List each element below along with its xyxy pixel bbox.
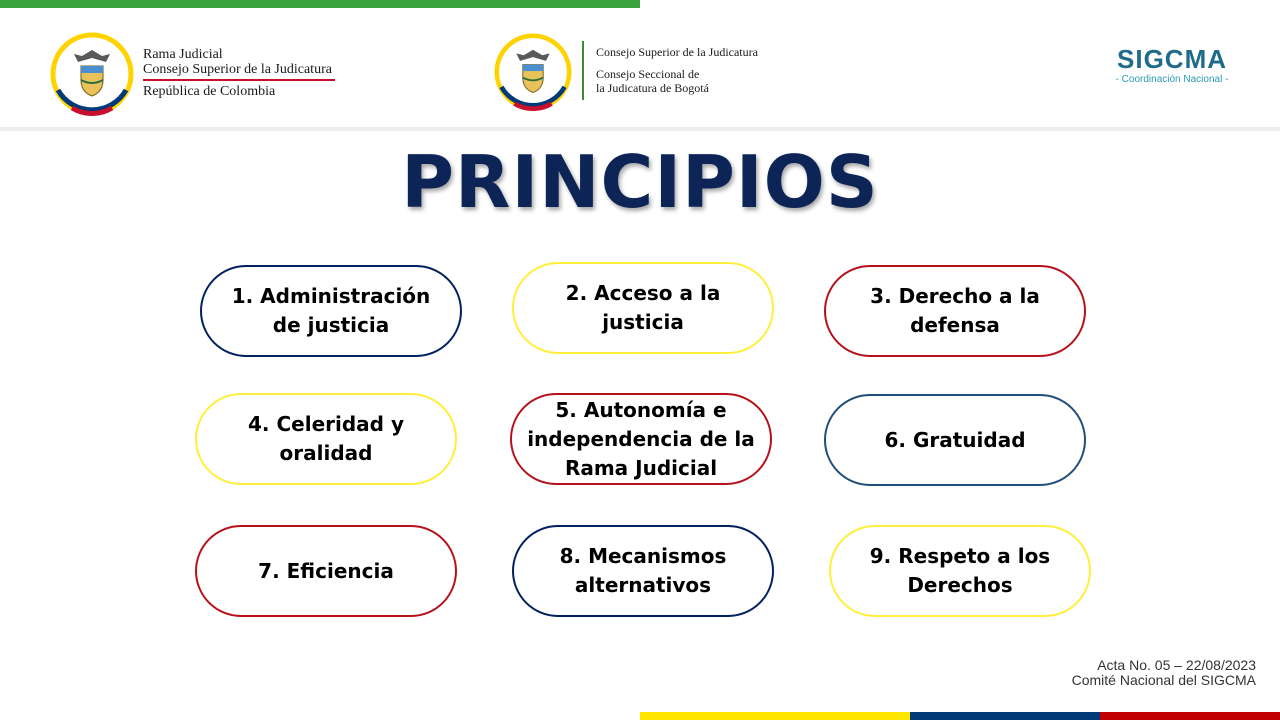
sigcma-logo xyxy=(1106,44,1238,86)
sigcma-brand: SIGCMA xyxy=(1117,44,1227,74)
principle-pill xyxy=(512,262,774,354)
principle-pill xyxy=(195,393,457,485)
rama-judicial-seal-icon xyxy=(50,32,134,116)
principle-label: 7. Eficiencia xyxy=(258,558,394,583)
logo-center-line-2: Consejo Seccional de xyxy=(596,67,700,81)
principle-pill xyxy=(200,265,462,357)
bottom-bar-red xyxy=(1100,712,1280,720)
footer-committee: Comité Nacional del SIGCMA xyxy=(1071,672,1256,688)
bottom-bar-yellow xyxy=(640,712,910,720)
principle-label: 3. Derecho a la defensa xyxy=(870,284,1040,337)
logo-center-line-3: la Judicatura de Bogotá xyxy=(596,81,709,95)
principle-pill xyxy=(829,525,1091,617)
sigcma-subtitle: - Coordinación Nacional - xyxy=(1115,74,1229,85)
principle-label: 4. Celeridad y oralidad xyxy=(248,412,404,465)
consejo-seccional-logo-text xyxy=(596,45,758,95)
logo-center-line-1: Consejo Superior de la Judicatura xyxy=(596,45,758,59)
logo-center-divider xyxy=(582,41,584,100)
principle-pill xyxy=(510,393,772,485)
consejo-seccional-seal-icon xyxy=(494,33,572,111)
principle-pill xyxy=(824,394,1086,486)
logo-left-divider xyxy=(143,79,335,81)
page-title: PRINCIPIOS xyxy=(401,140,879,224)
bottom-bar-blue xyxy=(910,712,1100,720)
rama-judicial-logo-text xyxy=(143,47,335,99)
logo-left-line-1: Rama Judicial xyxy=(143,47,223,62)
principle-label: 2. Acceso a la justicia xyxy=(565,281,721,334)
footer-note xyxy=(1072,658,1256,688)
principle-label: 1. Administración de justicia xyxy=(231,284,431,337)
principle-label: 8. Mecanismos alternativos xyxy=(559,544,727,597)
principle-pill xyxy=(512,525,774,617)
principle-label: 5. Autonomía e independencia de la Rama Judicial xyxy=(527,397,755,480)
principle-label: 9. Respeto a los Derechos xyxy=(869,544,1051,597)
logo-left-line-3: República de Colombia xyxy=(143,84,276,99)
principle-label: 6. Gratuidad xyxy=(884,427,1026,452)
principle-pill xyxy=(195,525,457,617)
header-divider xyxy=(0,127,1280,131)
logo-left-line-2: Consejo Superior de la Judicatura xyxy=(143,62,332,77)
footer-acta: Acta No. 05 – 22/08/2023 xyxy=(1097,657,1256,673)
principle-pill xyxy=(824,265,1086,357)
top-accent-bar xyxy=(0,0,640,8)
